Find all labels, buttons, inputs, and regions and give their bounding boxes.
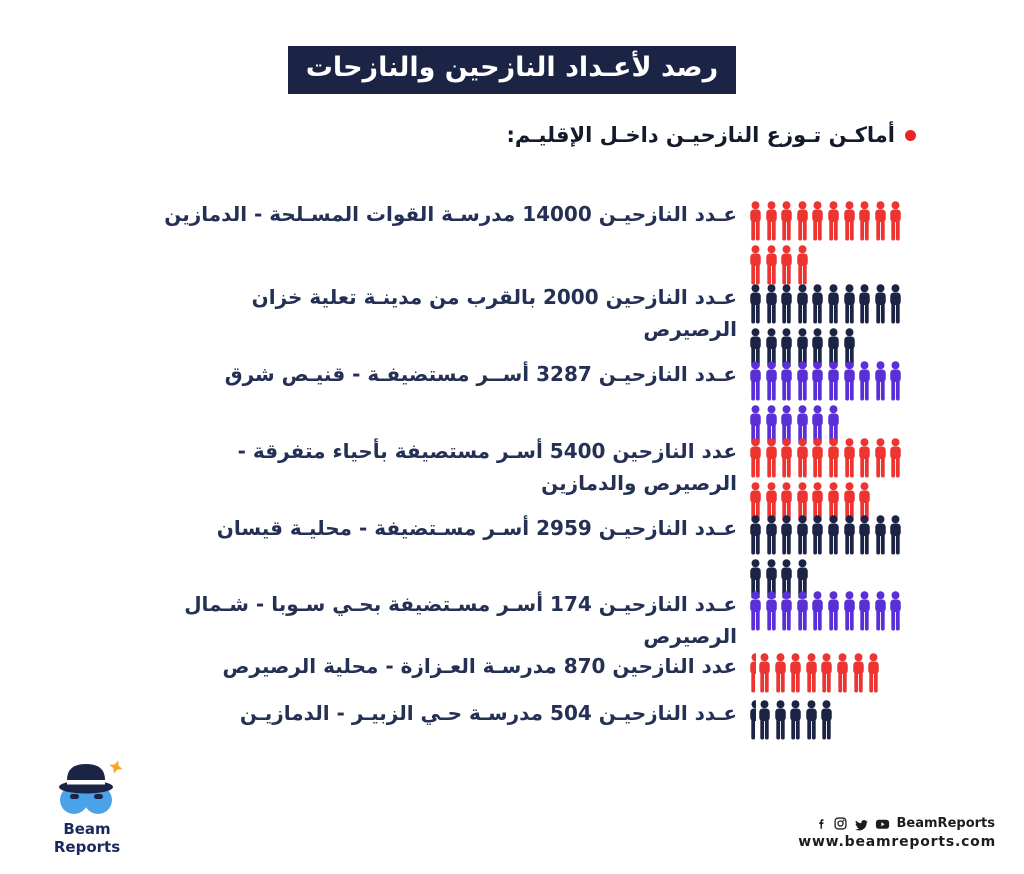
person-icon: [780, 515, 793, 555]
person-icon: [889, 515, 902, 555]
person-icon: [796, 245, 809, 285]
person-icon: [843, 361, 856, 401]
person-icon: [858, 361, 871, 401]
person-icon: [758, 700, 771, 740]
person-icon: [765, 515, 778, 555]
pictogram-icon-block: [749, 697, 906, 740]
person-icon: [827, 438, 840, 478]
person-icon: [889, 284, 902, 324]
displacement-row: [154, 697, 906, 740]
person-half-icon: [749, 653, 756, 693]
person-icon: [796, 201, 809, 241]
pictogram-icon-block: [749, 650, 906, 693]
person-icon: [765, 245, 778, 285]
row-label: عدد النازحين 870 مدرسـة العـزازة - محلية الرصيرص: [222, 654, 737, 678]
pictogram-icon-block: [749, 281, 906, 368]
person-icon: [765, 284, 778, 324]
displacement-row: [154, 358, 906, 445]
person-icon: [780, 245, 793, 285]
person-icon: [889, 438, 902, 478]
person-icon: [780, 201, 793, 241]
pictogram-icon-block: [749, 358, 906, 445]
person-icon: [889, 201, 902, 241]
person-icon: [749, 245, 762, 285]
person-icon: [758, 653, 771, 693]
person-icon: [820, 653, 833, 693]
title-bar: [0, 46, 1024, 94]
person-icon: [749, 438, 762, 478]
person-icon: [827, 201, 840, 241]
person-icon: [780, 361, 793, 401]
person-icon: [811, 284, 824, 324]
person-icon: [789, 653, 802, 693]
person-icon: [811, 438, 824, 478]
person-icon: [867, 653, 880, 693]
person-icon: [843, 284, 856, 324]
person-icon: [889, 361, 902, 401]
website-url[interactable]: www.beamreports.com: [798, 834, 996, 850]
person-icon: [858, 591, 871, 631]
page-title: رصد لأعـداد النازحين والنازحات: [288, 46, 736, 94]
pictogram-icon-block: [749, 435, 906, 522]
pictogram-icon-block: [749, 512, 906, 599]
person-icon: [827, 515, 840, 555]
person-icon: [811, 515, 824, 555]
person-icon: [789, 700, 802, 740]
footer-links: [798, 816, 996, 850]
person-icon: [765, 438, 778, 478]
person-icon: [780, 284, 793, 324]
person-icon: [874, 438, 887, 478]
person-icon: [858, 284, 871, 324]
person-icon: [749, 284, 762, 324]
person-icon: [796, 361, 809, 401]
displacement-row: [154, 198, 906, 285]
person-half-icon: [749, 700, 756, 740]
person-icon: [749, 361, 762, 401]
row-label: عـدد النازحيـن 504 مدرسـة حـي الزبيـر - الدمازيـن: [239, 701, 737, 725]
person-icon: [874, 591, 887, 631]
person-icon: [796, 591, 809, 631]
person-icon: [780, 438, 793, 478]
person-icon: [827, 591, 840, 631]
displacement-row: [154, 435, 906, 522]
twitter-icon[interactable]: [854, 817, 868, 831]
person-icon: [774, 700, 787, 740]
person-icon: [874, 361, 887, 401]
displacement-row: [154, 512, 906, 599]
person-icon: [858, 515, 871, 555]
brand-logo: [28, 756, 146, 856]
displacement-row: [154, 650, 906, 693]
subtitle-text: أماكـن تـوزع النازحيـن داخـل الإقليـم:: [506, 123, 895, 147]
person-icon: [780, 591, 793, 631]
person-icon: [874, 284, 887, 324]
row-label: عـدد النازحين 2000 بالقرب من مدينـة تعلية خزان الرصيرص: [251, 285, 737, 342]
pictogram-icon-block: [749, 198, 906, 285]
row-label: عـدد النازحيـن 2959 أسـر مسـتضيفة - محليـة قيسان: [216, 516, 737, 540]
person-icon: [874, 515, 887, 555]
row-label: عـدد النازحيـن 14000 مدرسـة القوات المسـلحة - الدمازين: [164, 202, 737, 226]
person-icon: [811, 591, 824, 631]
person-icon: [889, 591, 902, 631]
person-icon: [765, 591, 778, 631]
person-icon: [796, 515, 809, 555]
person-icon: [827, 361, 840, 401]
subtitle-row: [507, 123, 917, 147]
person-icon: [843, 591, 856, 631]
person-icon: [749, 201, 762, 241]
person-icon: [836, 653, 849, 693]
person-icon: [811, 201, 824, 241]
social-row: [798, 816, 996, 831]
person-icon: [749, 515, 762, 555]
person-icon: [796, 284, 809, 324]
person-icon: [874, 201, 887, 241]
person-icon: [805, 653, 818, 693]
instagram-icon[interactable]: [834, 817, 847, 830]
person-icon: [811, 361, 824, 401]
displacement-row: [154, 281, 906, 368]
person-icon: [765, 361, 778, 401]
person-icon: [858, 201, 871, 241]
person-icon: [820, 700, 833, 740]
displacement-row: [154, 588, 906, 653]
person-icon: [843, 515, 856, 555]
social-handle[interactable]: BeamReports: [896, 816, 995, 831]
youtube-icon[interactable]: [875, 818, 890, 830]
person-icon: [858, 438, 871, 478]
pictogram-icon-block: [749, 588, 906, 631]
person-icon: [765, 201, 778, 241]
person-icon: [843, 201, 856, 241]
person-icon: [827, 284, 840, 324]
beam-reports-logo-icon: [28, 756, 146, 818]
brand-name: Beam Reports: [53, 820, 121, 856]
person-icon: [774, 653, 787, 693]
person-icon: [852, 653, 865, 693]
person-icon: [843, 438, 856, 478]
bullet-icon: [905, 130, 916, 141]
row-label: عـدد النازحيـن 174 أسـر مسـتضيفة بحـي سـوبا - شـمال الرصيرص: [184, 592, 737, 649]
facebook-icon[interactable]: [815, 818, 827, 830]
person-icon: [805, 700, 818, 740]
row-label: عـدد النازحيـن 3287 أســر مستضيفـة - قنيـص شرق: [224, 362, 737, 386]
person-icon: [796, 438, 809, 478]
person-icon: [749, 591, 762, 631]
row-label: عدد النازحين 5400 أسـر مستصيفة بأحياء متفرقة - الرصيرص والدمازين: [237, 439, 737, 496]
